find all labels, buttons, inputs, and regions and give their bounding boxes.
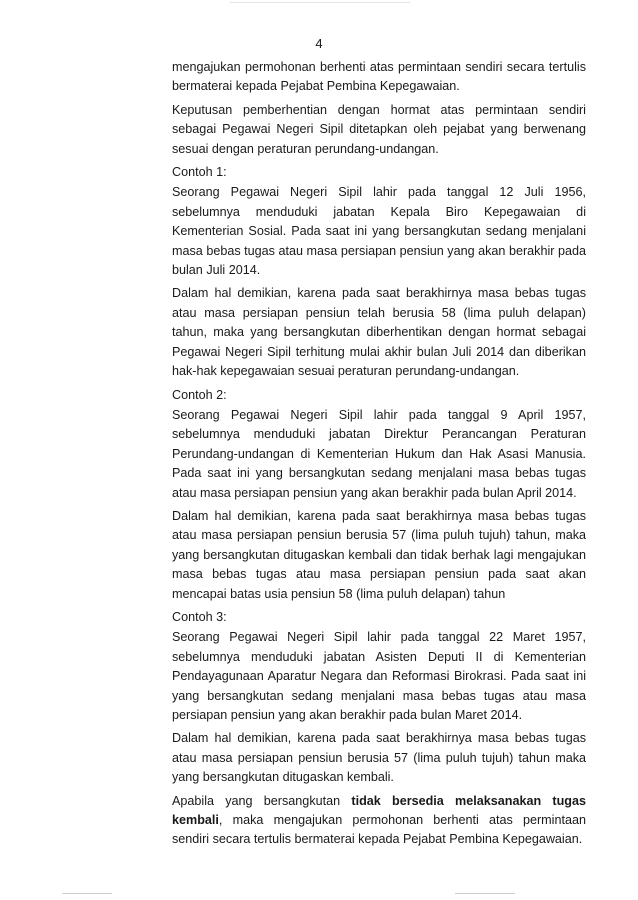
body-paragraph: mengajukan permohonan berhenti atas permintaan sendiri secara tertulis bermaterai kepada Pejabat Pembina Kepegawaian. — [172, 60, 586, 94]
closing-paragraph-text-1: Apabila yang bersangkutan — [172, 793, 352, 808]
body-paragraph: Dalam hal demikian, karena pada saat berakhirnya masa bebas tugas atau masa persiapan pensiun berusia 57 (lima puluh tujuh) tahun maka yang bersangkutan ditugaskan kembali. — [172, 731, 586, 785]
example-heading: Contoh 3: — [172, 609, 227, 624]
closing-paragraph — [172, 792, 586, 850]
body-paragraph: Keputusan pemberhentian dengan hormat atas permintaan sendiri sebagai Pegawai Negeri Sipil ditetapkan oleh pejabat yang berwenang sesuai dengan peraturan perundang-undangan. — [172, 102, 586, 156]
scan-top-rule — [230, 2, 410, 3]
scan-footer-rule-right — [455, 893, 515, 894]
body-paragraph: Dalam hal demikian, karena pada saat berakhirnya masa bebas tugas atau masa persiapan pensiun berusia 57 (lima puluh tujuh) tahun, maka yang bersangkutan ditugaskan kembali dan tidak berhak lagi mengajukan masa bebas tugas atau masa persiapan pensiun pada saat akan mencapai batas usia pensiun 58 (lima puluh delapan) tahun — [172, 508, 586, 601]
body-paragraph: Seorang Pegawai Negeri Sipil lahir pada tanggal 9 April 1957, sebelumnya menduduki jabatan Direktur Perancangan Peraturan Perundang-undangan di Kementerian Hukum dan Hak Asasi Manusia. Pada saat ini yang bersangkutan sedang menjalani masa bebas tugas atau masa persiapan pensiun yang akan berakhir pada bulan April 2014. — [172, 407, 586, 500]
body-paragraph: Seorang Pegawai Negeri Sipil lahir pada tanggal 22 Maret 1957, sebelumnya menduduki jabatan Asisten Deputi II di Kementerian Pendayagunaan Aparatur Negara dan Reformasi Birokrasi. Pada saat ini yang bersangkutan sedang menjalani masa bebas tugas atau masa persiapan pensiun yang akan berakhir pada bulan Maret 2014. — [172, 630, 586, 722]
page-number: 4 — [315, 36, 323, 51]
example-heading: Contoh 1: — [172, 165, 227, 180]
example-heading: Contoh 2: — [172, 387, 227, 402]
closing-paragraph-text-2: , maka mengajukan permohonan berhenti atas permintaan sendiri secara tertulis bermaterai kepada Pejabat Pembina Kepegawaian. — [172, 813, 586, 847]
body-paragraph: Dalam hal demikian, karena pada saat berakhirnya masa bebas tugas atau masa persiapan pensiun telah berusia 58 (lima puluh delapan) tahun, maka yang bersangkutan diberhentikan dengan hormat sebagai Pegawai Negeri Sipil terhitung mulai akhir bulan Juli 2014 dan diberikan hak-hak kepegawaian sesuai peraturan perundang-undangan. — [172, 286, 586, 379]
scan-footer-rule-left — [62, 893, 112, 894]
closing-paragraph-bold: tidak bersedia melaksanakan tugas kembali — [172, 793, 586, 828]
document-body — [172, 58, 586, 854]
paragraph-list — [172, 58, 586, 788]
body-paragraph: Seorang Pegawai Negeri Sipil lahir pada tanggal 12 Juli 1956, sebelumnya menduduki jabatan Kepala Biro Kepegawaian di Kementerian Sosial. Pada saat ini yang bersangkutan sedang menjalani masa bebas tugas atau masa persiapan pensiun yang akan berakhir pada bulan Juli 2014. — [172, 185, 586, 278]
